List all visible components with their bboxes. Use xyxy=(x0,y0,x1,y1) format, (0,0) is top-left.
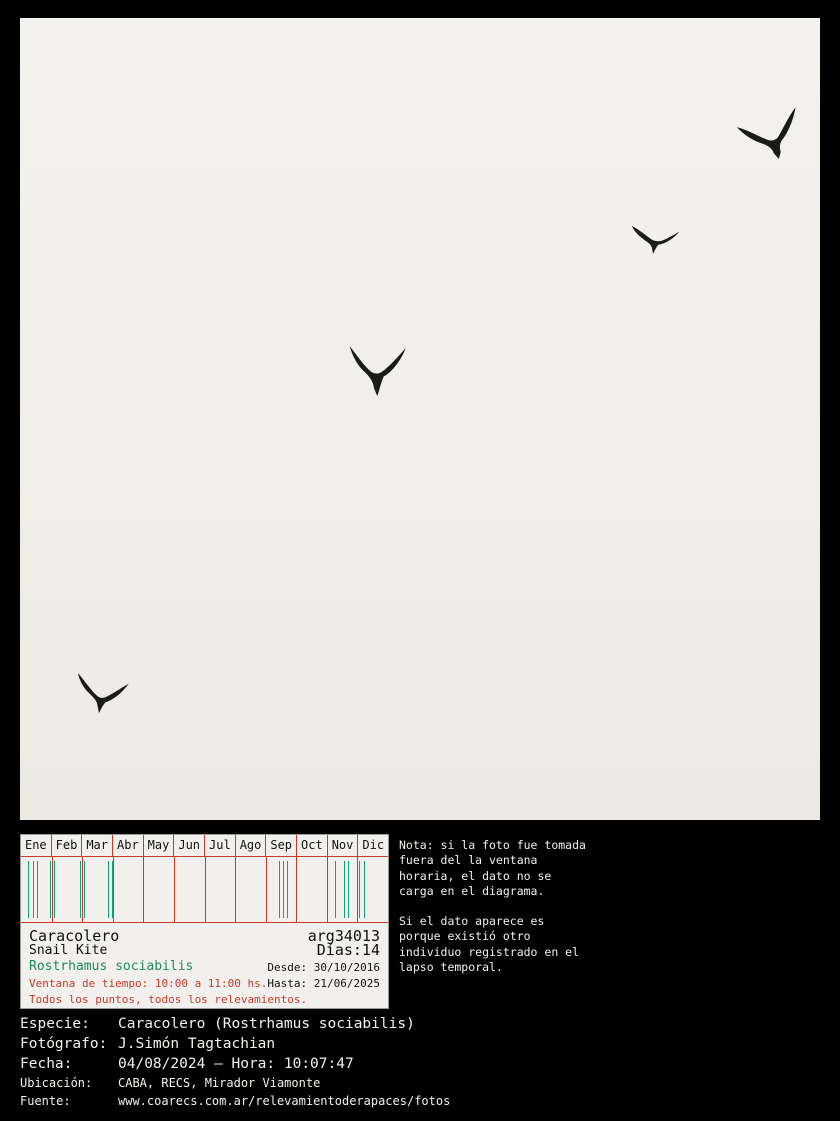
caption-row-location xyxy=(20,1076,820,1094)
month-cell-feb: Feb xyxy=(52,835,83,856)
month-cell-dic: Dic xyxy=(362,838,385,852)
record-tick xyxy=(112,861,113,918)
photographer-label: Fotógrafo: xyxy=(20,1036,108,1052)
record-tick xyxy=(348,861,349,918)
record-tick xyxy=(28,861,29,918)
record-tick xyxy=(54,861,55,918)
month-divider xyxy=(205,857,206,922)
record-tick xyxy=(335,861,336,918)
species-label: Especie: xyxy=(20,1016,90,1032)
photograph xyxy=(20,18,820,820)
caption-block xyxy=(20,1016,820,1112)
caption-row-date xyxy=(20,1056,820,1076)
record-tick xyxy=(287,861,288,918)
month-divider xyxy=(266,857,267,922)
info-line-3 xyxy=(27,959,382,975)
month-cell-ene: Ene xyxy=(21,835,52,856)
source-value[interactable]: www.coarecs.com.ar/relevamientoderapaces/fotos xyxy=(118,1094,451,1108)
month-cell-may: May xyxy=(144,835,175,856)
record-tick xyxy=(359,861,360,918)
date-to: Hasta: 21/06/2025 xyxy=(267,977,380,990)
month-divider xyxy=(235,857,236,922)
caption-row-photographer xyxy=(20,1036,820,1056)
month-header-row xyxy=(21,835,388,857)
record-tick xyxy=(50,861,51,918)
date-label: Fecha: xyxy=(20,1056,73,1072)
record-tick xyxy=(344,861,345,918)
record-code: arg34013 xyxy=(307,927,380,945)
note-out-of-window: Nota: si la foto fue tomada fuera del la ventana horaria, el dato no se carga en el diagrama. xyxy=(399,838,586,898)
common-name: Caracolero xyxy=(29,927,120,945)
phenology-diagram-panel xyxy=(20,834,389,1009)
bird-silhouette-top-right xyxy=(732,104,812,173)
month-divider xyxy=(143,857,144,922)
note-other-individual: Si el dato aparece es porque existió otro individuo registrado en el lapso temporal. xyxy=(399,914,580,975)
diagram-info-block xyxy=(21,923,388,1010)
month-divider xyxy=(82,857,83,922)
time-window-note: Ventana de tiempo: 10:00 a 11:00 hs. xyxy=(29,977,268,990)
month-cell-abr: Abr xyxy=(113,835,144,856)
record-tick xyxy=(108,861,109,918)
bird-silhouette-lower-left xyxy=(68,668,132,721)
month-cell-sep: Sep xyxy=(266,835,297,856)
photographer-value: J.Simón Tagtachian xyxy=(118,1036,276,1052)
month-cell-jul: Jul xyxy=(205,835,236,856)
month-divider xyxy=(327,857,328,922)
month-divider xyxy=(52,857,53,922)
location-label: Ubicación: xyxy=(20,1076,93,1090)
info-line-2 xyxy=(27,943,382,959)
record-tick xyxy=(364,861,365,918)
bird-silhouette-center xyxy=(343,341,409,403)
notes-block xyxy=(399,838,589,990)
month-cell-ago: Ago xyxy=(236,835,267,856)
english-name: Snail Kite xyxy=(29,943,108,958)
bird-silhouette-upper-middle xyxy=(626,220,682,261)
caption-row-species xyxy=(20,1016,820,1036)
source-label: Fuente: xyxy=(20,1094,71,1108)
info-line-5 xyxy=(27,991,382,1007)
caption-row-source xyxy=(20,1094,820,1112)
days-count: Días:14 xyxy=(316,941,380,959)
month-cell-jun: Jun xyxy=(174,835,205,856)
info-line-4 xyxy=(27,975,382,991)
record-tick xyxy=(283,861,284,918)
record-tick xyxy=(84,861,85,918)
date-value: 04/08/2024 — Hora: 10:07:47 xyxy=(118,1056,354,1072)
date-from: Desde: 30/10/2016 xyxy=(267,961,380,974)
record-tick xyxy=(33,861,34,918)
month-divider xyxy=(296,857,297,922)
month-cell-mar: Mar xyxy=(82,835,113,856)
species-value: Caracolero (Rostrhamus sociabilis) xyxy=(118,1016,415,1032)
scientific-name: Rostrhamus sociabilis xyxy=(29,959,194,974)
month-cell-oct: Oct xyxy=(297,835,328,856)
record-tick xyxy=(279,861,280,918)
record-tick xyxy=(80,861,81,918)
month-cell-nov: Nov xyxy=(328,835,359,856)
all-points-note: Todos los puntos, todos los relevamientos. xyxy=(29,993,308,1006)
month-divider xyxy=(174,857,175,922)
record-grid xyxy=(21,857,388,923)
record-tick xyxy=(37,861,38,918)
location-value: CABA, RECS, Mirador Viamonte xyxy=(118,1076,321,1090)
